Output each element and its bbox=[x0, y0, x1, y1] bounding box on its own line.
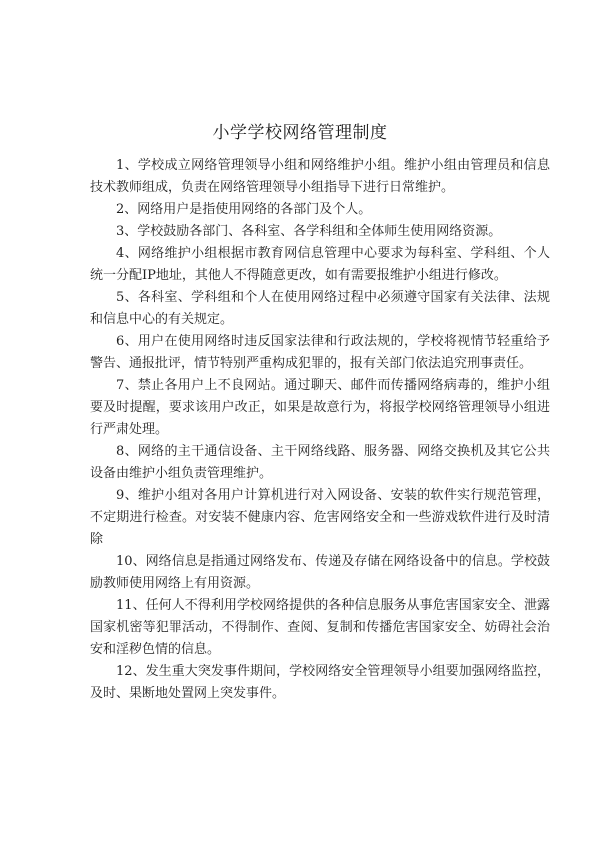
clause-7: 7、禁止各用户上不良网站。通过聊天、邮件而传播网络病毒的，维护小组要及时提醒，要求该用户改正，如果是故意行为，将报学校网络管理领导小组进行严肃处理。 bbox=[90, 378, 550, 437]
document-body bbox=[90, 155, 550, 705]
clause-5: 5、各科室、学科组和个人在使用网络过程中必须遵守国家有关法律、法规和信息中心的有关规定。 bbox=[90, 290, 550, 327]
clause-11: 11、任何人不得利用学校网络提供的各种信息服务从事危害国家安全、泄露国家机密等犯罪活动，不得制作、查阅、复制和传播危害国家安全、妨碍社会治安和淫秽色情的信息。 bbox=[90, 598, 550, 657]
clause-6: 6、用户在使用网络时违反国家法律和行政法规的，学校将视情节轻重给予警告、通报批评，情节特别严重构成犯罪的，报有关部门依法追究刑事责任。 bbox=[90, 334, 550, 371]
clause-12: 12、发生重大突发事件期间，学校网络安全管理领导小组要加强网络监控，及时、果断地处置网上突发事件。 bbox=[90, 664, 550, 701]
document-title: 小学学校网络管理制度 bbox=[212, 123, 388, 143]
clause-1: 1、学校成立网络管理领导小组和网络维护小组。维护小组由管理员和信息技术教师组成，负责在网络管理领导小组指导下进行日常维护。 bbox=[90, 158, 550, 195]
clause-4: 4、网络维护小组根据市教育网信息管理中心要求为每科室、学科组、个人统一分配IP地址，其他人不得随意更改，如有需要报维护小组进行修改。 bbox=[90, 246, 550, 283]
clause-8: 8、网络的主干通信设备、主干网络线路、服务器、网络交换机及其它公共设备由维护小组负责管理维护。 bbox=[90, 444, 550, 481]
clause-2: 2、网络用户是指使用网络的各部门及个人。 bbox=[116, 202, 372, 217]
clause-9: 9、维护小组对各用户计算机进行对入网设备、安装的软件实行规范管理，不定期进行检查。对安装不健康内容、危害网络安全和一些游戏软件进行及时清除 bbox=[90, 488, 550, 547]
clause-3: 3、学校鼓励各部门、各科室、各学科组和全体师生使用网络资源。 bbox=[116, 224, 502, 239]
clause-10: 10、网络信息是指通过网络发布、传递及存储在网络设备中的信息。学校鼓励教师使用网络上有用资源。 bbox=[90, 554, 550, 591]
